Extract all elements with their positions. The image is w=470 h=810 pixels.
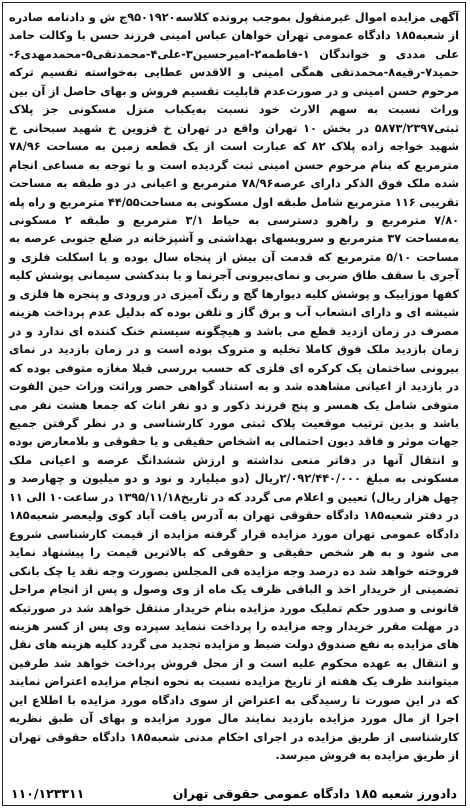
issuer-signature: دادورز شعبه ۱۸۵ دادگاه عمومی حقوقی تهران bbox=[172, 786, 457, 801]
reference-number: ۱۱۰/۱۲۳۳۱۱ bbox=[11, 786, 85, 801]
auction-notice bbox=[2, 2, 466, 806]
notice-body-text: آگهی مزایده اموال غیرمنقول بموجب پرونده کلاسه۹۵۰۱۹۲۰ج ش و دادنامه صادره از شعبه۱۸۵ دادگاه عمومی تهران خواهان عباس امینی فرزند حسن با وکالت حامد علی مددی و خواندگان ۱-فاطمه۲-امیرحسین۳-علی۴-محمدتقی۵-محمدمهدی۶-حمید۷-رقیه۸-محمدتقی همگی امینی و الاقدس عطایی به‌خواسته تقسیم ترکه مرحوم حسن امینی و در صورت‌عدم قابلیت تقسیم فروش و بهای حاصل از آن بین وراث نسبت به سهم الارث خود نسبت به‌یکباب منزل مسکونی جز پلاک ثبتی۵۸۷۳/۲۳۹۷ در بخش ۱۰ تهران واقع در تهران خ قزوین خ شهید سبحانی خ شهید خواجه زاده پلاک ۸۲ که عبارت است از یک قطعه زمین به مساحت ۷۸/۹۶ مترمربع که بنام مرحوم حسن امینی ثبت گردیده است و با توجه به مساعی انجام شده ملک فوق الذکر دارای عرصه۷۸/۹۶ مترمربع و اعیانی در دو طبقه به مساحت تقریبی ۱۱۶ مترمربع شامل طبقه اول مسکونی به مساحت۴۴/۵۵ مترمربع و راه پله ۷/۸۰ مترمربع و راهرو دسترسی به حیاط ۳/۱ مترمربع و طبقه ۲ مسکونی به‌مساحت ۳۷ مترمربع و سرویسهای بهداشتی و آشپزخانه در ضلع جنوبی عرصه به مساحت ۵/۱۰ مترمربع که قدمت آن بیش از پنجاه سال بوده و با اسکلت فلزی و آجری با سقف طاق ضربی و نمای‌بیرونی آجرنما و با بندکشی سیمانی پوشش کلیه کفها موزاییک و پوشش کلیه دیوارها گچ و رنگ آمیزی در ورودی و پنجره ها فلزی و شیشه ای و دارای انشعاب آب و برق گاز و تلفن بوده که بدلیل عدم پرداخت هزینه مصرف در زمان ازدید قطع می باشد و هیچگونه سیستم خنک کننده ای ندارد و در زمان بازدید ملک فوق کاملا تخلیه و متروک بوده است و در زمان بازدید در نمای بیرونی ساختمان یک کرکره ای فلزی که حسب بررسی قبلا مغازه متوفی بوده که در بازدید از اعیانی مشاهده شد و به استناد گواهی حصر وراثت وراث حین الفوت متوفی شامل یک همسر و پنج فرزند ذکور و دو نفر اناث که جمعا هشت نفر می باشد و بدین ترتیب موقعیت پلاک ثبتی مورد کارشناسی و در نظر گرفتن جمیع جهات موثر و فاقد دیون احتمالی به اشخاص حقیقی و یا حقوقی و بلامعارض بوده و انتقال آنها در دفاتر منعی نداشته و ارزش ششدانگ عرصه و اعیانی ملک مسکونی به مبلغ ۲/۰۹۲/۴۴۰/۰۰۰ریال (دو میلیارد و نود و دو میلیون و چهارصد و چهل هزار ریال) تعیین و اعلام می گردد که در تاریخ۱۳۹۵/۱۱/۱۸ در ساعت۱۰ الی ۱۱ در دفتر شعبه۱۸۵ دادگاه حقوقی تهران به آدرس یافت آباد کوی ولیعصر شعبه۱۸۵ دادگاه عمومی تهران مورد مزایده قرار گرفته مزایده از قیمت کارشناسی شروع می شود و به هر شخص حقیقی و حقوقی که بالاترین قیمت را پیشنهاد نماید فروخته خواهد شد ده درصد وجه مزایده فی المجلس بصورت وجه نقد یا چک بانکی تضمینی از خریدار اخذ و الباقی ظرف یک ماه از وی وصول و پس از انجام مراحل قانونی و صدور حکم تملیک مورد مزایده بنام خریدار منتقل خواهد شد در صورتیکه در مهلت مقرر خریدار وجه مزایده را پرداخت ننماید سپرده وی پس از کسر هزینه های مزایده به نفع صندوق دولت ضبط و مزایده تجدید می گردد کلیه هزینه های نقل و انتقال به عهده محکوم علیه است و از محل فروش پرداخت خواهد شد طرفین میتوانند ظرف یک هفته از تاریخ مزایده نسبت به نحوه انجام مزایده اعتراض نمایند که در این صورت تا رسیدگی به اعتراض از سوی دادگاه مورد مزایده با اطلاع این اجرا از مال مورد مزایده بازدید نمایند مال مورد مزایده و بهای آن طبق نظریه کارشناسی از طریق مزایده در اجرای احکام مدنی شعبه۱۸۵ دادگاه حقوقی تهران از طریق مزایده به فروش میرسد. bbox=[9, 11, 460, 763]
notice-footer bbox=[3, 786, 465, 801]
